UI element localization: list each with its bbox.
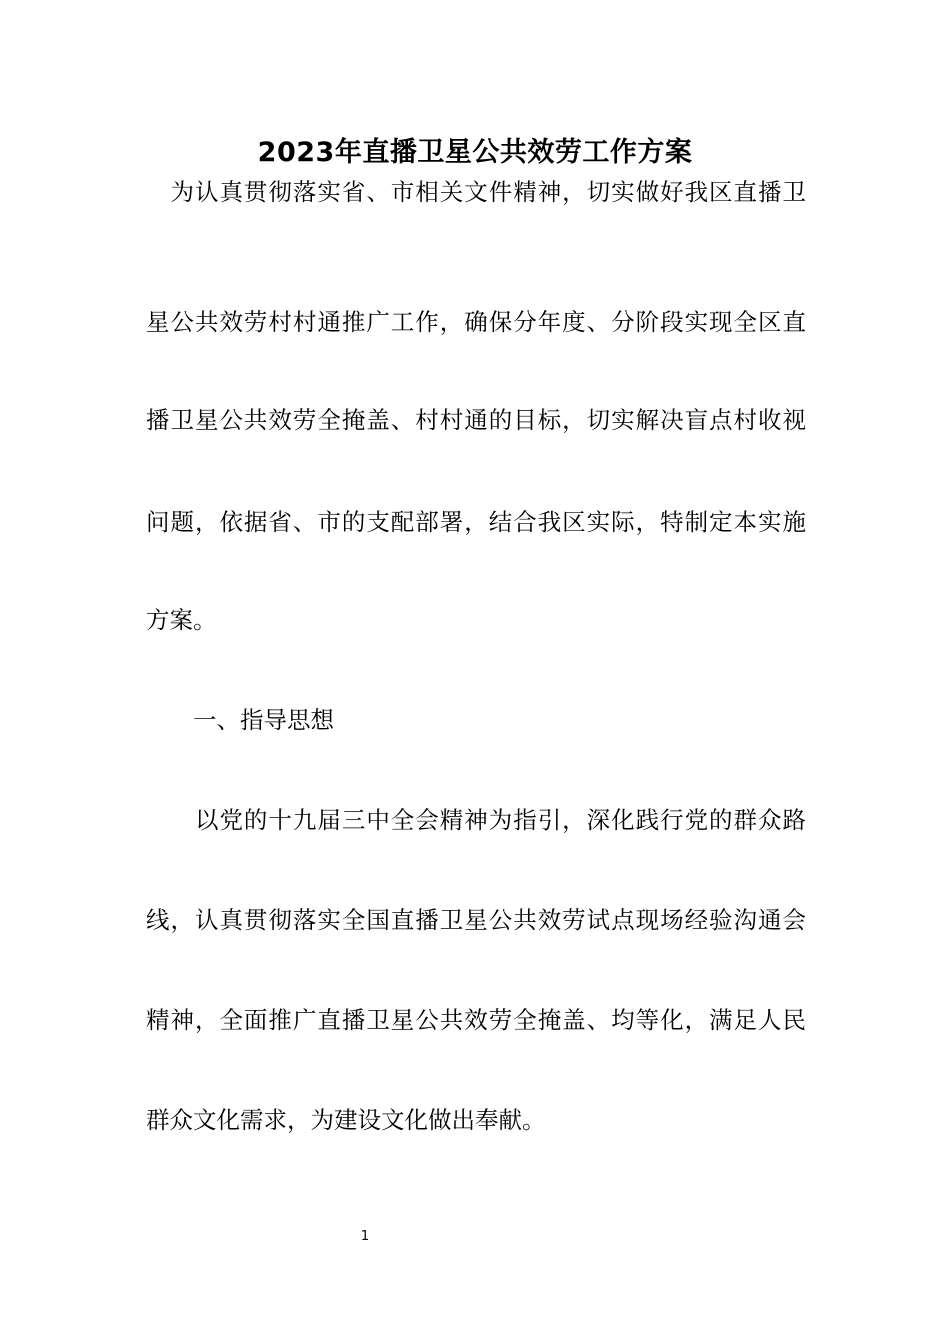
paragraph-line: 群众文化需求，为建设文化做出奉献。 <box>146 1106 546 1134</box>
paragraph-line: 星公共效劳村村通推广工作，确保分年度、分阶段实现全区直 <box>146 308 806 336</box>
paragraph-line: 线，认真贯彻落实全国直播卫星公共效劳试点现场经验沟通会 <box>146 906 806 934</box>
document-title: 2023年直播卫星公共效劳工作方案 <box>257 137 693 168</box>
paragraph-line: 以党的十九届三中全会精神为指引，深化践行党的群众路 <box>146 806 806 834</box>
paragraph-line: 方案。 <box>146 606 217 634</box>
section-heading: 一、指导思想 <box>146 706 334 734</box>
paragraph-line: 为认真贯彻落实省、市相关文件精神，切实做好我区直播卫 <box>146 178 806 206</box>
paragraph-line: 问题，依据省、市的支配部署，结合我区实际，特制定本实施 <box>146 508 806 536</box>
page-number: 1 <box>360 1229 370 1244</box>
paragraph-line: 播卫星公共效劳全掩盖、村村通的目标，切实解决盲点村收视 <box>146 406 806 434</box>
paragraph-line: 精神，全面推广直播卫星公共效劳全掩盖、均等化，满足人民 <box>146 1006 806 1034</box>
